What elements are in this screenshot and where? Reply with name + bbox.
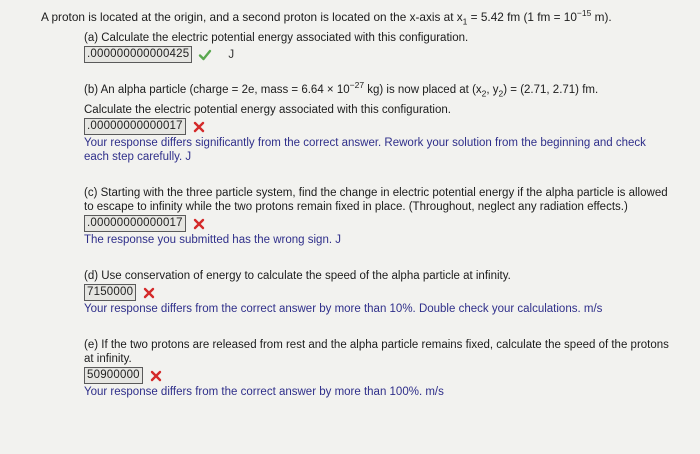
part-b-q1-sub2: 2 (498, 88, 504, 99)
intro-text-end: m). (591, 10, 612, 24)
part-b-feedback: Your response differs significantly from the correct answer. Rework your solution from the beginning and check each step carefully. J (84, 137, 646, 163)
x-icon (192, 217, 206, 231)
part-a-answer-row (84, 46, 684, 63)
part-c (84, 186, 684, 247)
part-d-answer-input[interactable]: 7150000 (84, 284, 136, 301)
check-icon (198, 48, 212, 62)
part-c-answer-row (84, 215, 684, 232)
part-a-question: (a) Calculate the electric potential energy associated with this configuration. (84, 32, 469, 44)
part-b-answer-input[interactable]: .00000000000017 (84, 118, 186, 135)
part-b (84, 80, 684, 164)
part-a (84, 31, 684, 63)
part-b-answer-row (84, 118, 684, 135)
part-e-feedback: Your response differs from the correct answer by more than 100%. m/s (84, 386, 444, 398)
intro-text-mid: = 5.42 fm (1 fm = 10 (467, 10, 577, 24)
part-b-q1-suffix: ) = (2.71, 2.71) fm. (503, 84, 599, 96)
part-b-question-line1 (84, 80, 684, 99)
intro-text: A proton is located at the origin, and a second proton is located on the x-axis at x (41, 10, 463, 24)
x-icon (149, 369, 163, 383)
part-b-q1-mid: kg) is now placed at (x (364, 84, 482, 96)
part-b-q1-sup: −27 (349, 80, 365, 91)
intro-sup: −15 (576, 8, 592, 19)
part-d (84, 269, 684, 316)
part-a-answer-input[interactable]: .000000000000425 (84, 46, 192, 63)
part-e-question: (e) If the two protons are released from rest and the alpha particle remains fixed, calculate the speed of the protons at infinity. (84, 339, 669, 365)
intro-sub: 1 (462, 16, 468, 27)
x-icon (192, 120, 206, 134)
part-e-answer-input[interactable]: 50900000 (84, 367, 143, 384)
problem-intro (41, 8, 690, 27)
part-c-answer-input[interactable]: .00000000000017 (84, 215, 186, 232)
part-b-q1-sub1: 2 (481, 88, 487, 99)
x-icon (142, 286, 156, 300)
part-e-answer-row (84, 367, 684, 384)
part-e (84, 338, 684, 399)
part-b-q1-sep: , y (486, 84, 499, 96)
part-d-feedback: Your response differs from the correct answer by more than 10%. Double check your calculations. m/s (84, 303, 603, 315)
part-c-question: (c) Starting with the three particle system, find the change in electric potential energy if the alpha particle is allowed to escape to infinity while the two protons remain fixed in place. (Throughout, neglect any radiation effects.) (84, 187, 668, 213)
part-a-unit: J (228, 48, 235, 61)
part-d-answer-row (84, 284, 684, 301)
part-d-question: (d) Use conservation of energy to calculate the speed of the alpha particle at infinity. (84, 270, 511, 282)
part-c-feedback: The response you submitted has the wrong sign. J (84, 234, 341, 246)
part-b-q1-text: (b) An alpha particle (charge = 2e, mass = 6.64 × 10 (84, 84, 350, 96)
part-b-question-line2: Calculate the electric potential energy associated with this configuration. (84, 104, 451, 116)
